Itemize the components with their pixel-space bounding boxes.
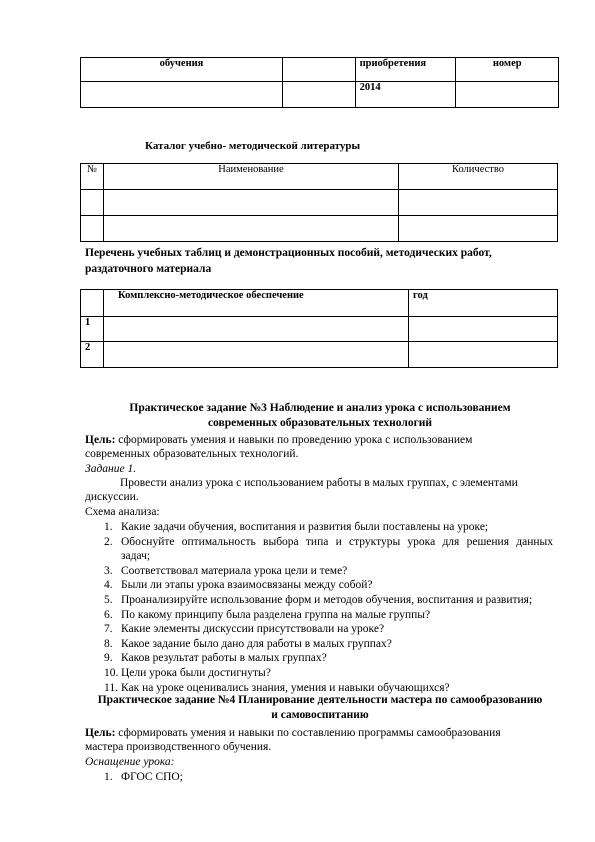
task3-subtask-line1: Провести анализ урока с использованием работы в малых группах, с элементами bbox=[120, 477, 518, 489]
list-item: задач; bbox=[121, 550, 151, 563]
list-item: ФГОС СПО; bbox=[121, 771, 183, 783]
list-item-number: 1. bbox=[104, 521, 113, 533]
list-item-number: 7. bbox=[104, 623, 113, 636]
top-table-cell: номер bbox=[456, 58, 559, 82]
list-item: Были ли этапы урока взаимосвязаны между собой? bbox=[121, 579, 373, 592]
list-item: Обоснуйте оптимальность выбора типа и структуры урока для решения данных bbox=[121, 535, 553, 548]
list-item: По какому принципу была разделена группа на малые группы? bbox=[121, 608, 431, 621]
catalog-cell bbox=[104, 190, 399, 216]
task3-title-line2: современных образовательных технологий bbox=[207, 417, 433, 429]
top-table bbox=[80, 57, 559, 108]
task3-title-line1: Практическое задание №3 Наблюдение и анализ урока с использованием bbox=[129, 402, 511, 414]
top-table-cell bbox=[283, 58, 356, 82]
task3-scheme-label: Схема анализа: bbox=[85, 506, 160, 518]
materials-cell bbox=[409, 317, 558, 342]
list-section-title-line2: раздаточного материала bbox=[85, 263, 212, 275]
list-item-number: 1. bbox=[104, 771, 113, 783]
goal-label: Цель: bbox=[85, 434, 116, 446]
catalog-header-quantity: Количество bbox=[399, 164, 558, 190]
materials-header-support: Комплексно-методическое обеспечение bbox=[104, 290, 409, 317]
materials-table bbox=[80, 289, 558, 368]
list-item-number: 11. bbox=[104, 681, 118, 694]
list-item-number: 10. bbox=[104, 667, 119, 679]
list-item: Проанализируйте использование форм и методов обучения, воспитания и развития; bbox=[121, 594, 533, 606]
catalog-table bbox=[80, 163, 558, 242]
top-table-cell: обучения bbox=[81, 58, 283, 82]
list-item: Соответствовал материала урока цели и теме? bbox=[121, 564, 348, 577]
list-item-number: 5. bbox=[104, 594, 113, 606]
list-item-number: 3. bbox=[104, 564, 113, 577]
task3-subtask-label: Задание 1. bbox=[85, 463, 137, 475]
materials-cell bbox=[104, 317, 409, 342]
task4-equipment-label: Оснащение урока: bbox=[85, 756, 175, 768]
list-item: Какие задачи обучения, воспитания и развития были поставлены на уроке; bbox=[121, 521, 489, 533]
list-item-number: 6. bbox=[104, 608, 113, 621]
catalog-cell bbox=[81, 216, 104, 242]
task3-subtask-line2: дискуссии. bbox=[85, 491, 139, 503]
catalog-cell bbox=[399, 190, 558, 216]
top-table-cell bbox=[81, 82, 283, 108]
catalog-cell bbox=[104, 216, 399, 242]
materials-row-number: 1 bbox=[81, 317, 104, 342]
task4-goal bbox=[85, 726, 555, 740]
materials-cell bbox=[409, 342, 558, 368]
task3-goal bbox=[85, 433, 555, 447]
list-item: Как на уроке оценивались знания, умения и навыки обучающихся? bbox=[121, 681, 450, 694]
list-item-number: 9. bbox=[104, 652, 113, 665]
catalog-header-name: Наименование bbox=[104, 164, 399, 190]
task4-title-line1: Практическое задание №4 Планирование деятельности мастера по самообразованию bbox=[97, 694, 543, 706]
list-section-title-line1: Перечень учебных таблиц и демонстрационных пособий, методических работ, bbox=[85, 247, 492, 259]
top-table-cell bbox=[283, 82, 356, 108]
task4-title-line2: и самовоспитанию bbox=[271, 709, 369, 721]
list-item: Цели урока были достигнуты? bbox=[121, 667, 271, 679]
top-table-cell: приобретения bbox=[355, 58, 456, 82]
catalog-cell bbox=[399, 216, 558, 242]
catalog-title: Каталог учебно- методической литературы bbox=[145, 140, 361, 152]
task4-goal-line2: мастера производственного обучения. bbox=[85, 741, 272, 753]
materials-header-year: год bbox=[409, 290, 558, 317]
list-item-number: 8. bbox=[104, 637, 113, 650]
materials-cell bbox=[104, 342, 409, 368]
top-table-cell bbox=[456, 82, 559, 108]
goal-text: сформировать умения и навыки по проведению урока с использованием bbox=[115, 434, 473, 446]
catalog-cell bbox=[81, 190, 104, 216]
list-item: Какие элементы дискуссии присутствовали на уроке? bbox=[121, 623, 385, 636]
top-table-cell: 2014 bbox=[355, 82, 456, 108]
catalog-header-number: № bbox=[81, 164, 104, 190]
goal-label: Цель: bbox=[85, 727, 116, 739]
list-item-number: 2. bbox=[104, 535, 113, 548]
materials-row-number: 2 bbox=[81, 342, 104, 368]
materials-header-number bbox=[81, 290, 104, 317]
goal-text: сформировать умения и навыки по составлению программы самообразования bbox=[115, 727, 501, 739]
list-item-number: 4. bbox=[104, 579, 113, 592]
list-item: Какое задание было дано для работы в малых группах? bbox=[121, 637, 392, 650]
task3-goal-line2: современных образовательных технологий. bbox=[85, 448, 299, 460]
list-item: Каков результат работы в малых группах? bbox=[121, 652, 327, 665]
